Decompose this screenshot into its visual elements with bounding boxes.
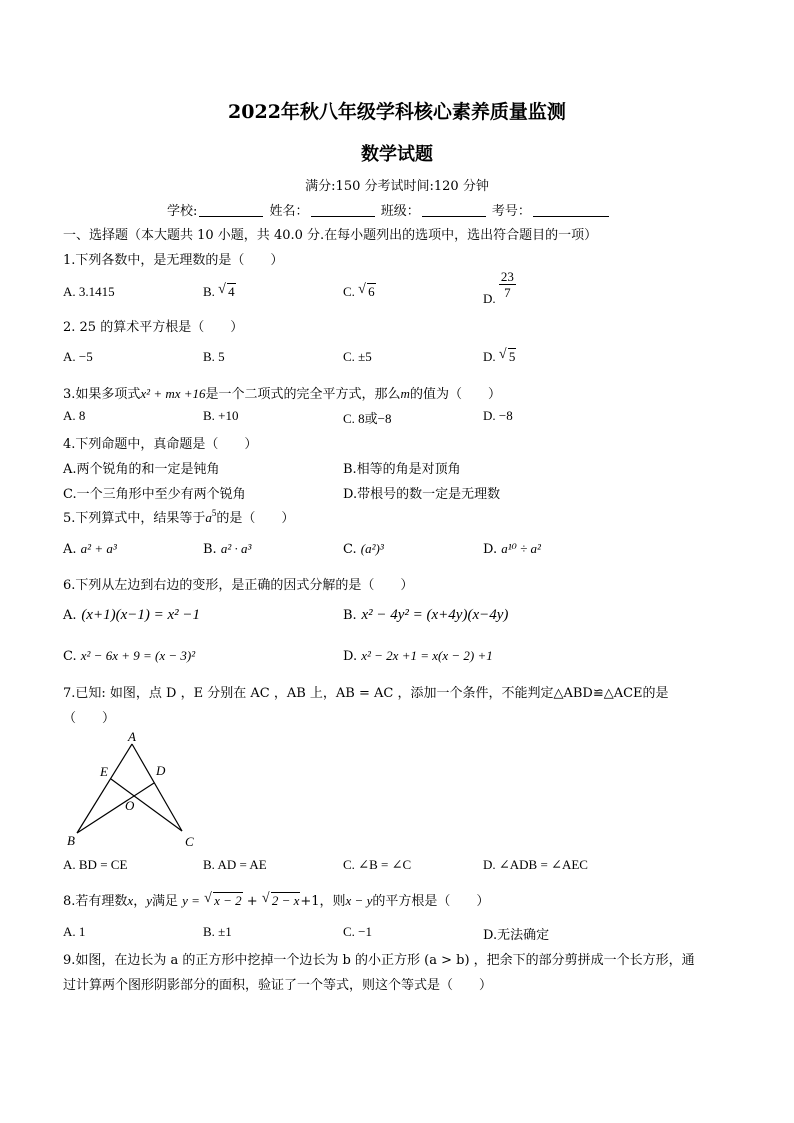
q5-stem	[63, 507, 294, 526]
sqrt-symbol	[499, 349, 517, 365]
q5-b-label: B.	[203, 542, 217, 557]
q4-option-d: D.带根号的数一定是无理数	[343, 487, 501, 502]
q8-stem-c: 的平方根是（ ）	[372, 894, 490, 909]
q7-option-c: C. ∠B = ∠C	[343, 857, 412, 872]
q2-stem: 2. 25 的算术平方根是（ ）	[63, 320, 244, 335]
q6-b-label: B.	[343, 608, 357, 623]
q8-option-b: B. ±1	[203, 924, 232, 939]
exam-no-blank	[533, 205, 609, 217]
q1-option-b	[203, 284, 236, 300]
q4-stem: 4.下列命题中，真命题是（ ）	[63, 437, 258, 452]
q8-option-a: A. 1	[63, 924, 86, 939]
q5-option-b	[203, 541, 251, 557]
sqrt-symbol	[262, 893, 301, 909]
q2-d-radicand: 5	[508, 349, 516, 364]
q3-stem	[63, 383, 501, 402]
q7-stem: 7.已知: 如图，点 D ，E 分别在 AC ，AB 上，AB = AC ，添加一个条件，不能判定△ABD≌△ACE的是	[63, 686, 669, 701]
q6-c-expr: x² − 6x + 9 = (x − 3)²	[80, 648, 196, 663]
label-c: C	[185, 834, 194, 849]
sqrt-symbol	[218, 284, 236, 300]
q3-option-d: D. −8	[483, 408, 513, 423]
q6-d-label: D.	[343, 649, 358, 664]
q5-c-label: C.	[343, 542, 357, 557]
label-b: B	[67, 833, 75, 848]
q1-c-radicand: 6	[368, 284, 375, 299]
q6-a-label: A.	[63, 608, 77, 623]
q2-option-b: B. 5	[203, 349, 225, 364]
q6-stem: 6.下列从左边到右边的变形，是正确的因式分解的是（ ）	[63, 578, 414, 593]
q5-c-expr: (a²)³	[360, 541, 384, 556]
q1-option-a: A. 3.1415	[63, 284, 115, 299]
q1-d-denominator: 7	[504, 285, 511, 300]
exam-no-label: 考号：	[491, 204, 531, 219]
q4-option-b: B.相等的角是对顶角	[343, 462, 461, 477]
q6-option-a	[63, 605, 200, 624]
q7-stem-paren: （ ）	[63, 711, 116, 726]
q8-radicand-2: 2 − x	[271, 893, 300, 908]
q1-option-c	[343, 284, 376, 300]
q4-option-c: C.一个三角形中至少有两个锐角	[63, 487, 246, 502]
q9-line-2: 过计算两个图形阴影部分的面积，验证了一个等式，则这个等式是（ ）	[63, 978, 493, 993]
page-title: 2022年秋八年级学科核心素养质量监测	[228, 101, 566, 123]
segment-bd	[77, 783, 154, 833]
q5-exponent: 5	[211, 508, 217, 518]
q8-x: x	[127, 893, 134, 908]
sqrt-symbol	[358, 284, 376, 300]
student-fields	[167, 200, 611, 219]
exam-info: 满分:150 分考试时间:120 分钟	[305, 179, 489, 194]
q3-expression: x² + mx +16	[140, 386, 206, 401]
name-blank	[311, 205, 375, 217]
q6-b-expr: x² − 4y² = (x+4y)(x−4y)	[361, 607, 509, 623]
label-d: D	[156, 763, 166, 778]
side-ac	[132, 744, 182, 831]
q5-b-expr: a² · a³	[220, 541, 252, 556]
q4-option-a: A.两个锐角的和一定是钝角	[63, 462, 220, 477]
school-label: 学校:	[167, 204, 198, 219]
q1-c-label: C.	[343, 284, 355, 299]
q8-x-minus-y: x − y	[345, 893, 373, 908]
q2-option-d	[483, 349, 516, 365]
label-o: O	[125, 798, 135, 813]
label-e: E	[100, 764, 108, 779]
q9-line-1: 9.如图，在边长为 a 的正方形中挖掉一个边长为 b 的小正方形 (a > b) ，把余下的部分剪拼成一个长方形，通	[63, 953, 695, 968]
q7-option-a: A. BD = CE	[63, 857, 128, 872]
q3-option-b: B. +10	[203, 408, 239, 423]
q5-stem-b: 的是（ ）	[216, 511, 295, 526]
q5-var: a	[205, 510, 212, 525]
section-heading: 一、选择题（本大题共 10 小题，共 40.0 分.在每小题列出的选项中，选出符合题目的一项）	[63, 228, 598, 243]
q5-stem-a: 5.下列算式中，结果等于	[63, 511, 206, 526]
page-subtitle: 数学试题	[361, 144, 433, 165]
q1-d-numerator: 23	[500, 269, 514, 284]
q6-option-c	[63, 648, 195, 664]
name-label: 姓名：	[269, 204, 309, 219]
q8-plus: +	[246, 894, 258, 909]
q8-tail: +1，则	[300, 894, 346, 909]
q2-d-label: D.	[483, 349, 496, 364]
q5-d-label: D.	[483, 542, 498, 557]
q5-a-expr: a² + a³	[80, 541, 117, 556]
q8-comma: ，	[133, 894, 147, 909]
q3-stem-c: 的值为（ ）	[409, 387, 501, 402]
q6-d-expr: x² − 2x +1 = x(x − 2) +1	[361, 648, 493, 663]
q2-option-c: C. ±5	[343, 349, 372, 364]
sqrt-symbol	[204, 893, 243, 909]
q5-option-a	[63, 541, 117, 557]
q6-option-d	[343, 648, 493, 664]
q1-option-d	[483, 269, 516, 307]
label-a: A	[128, 729, 136, 744]
q7-option-d: D. ∠ADB = ∠AEC	[483, 857, 588, 872]
q1-b-radicand: 4	[228, 284, 235, 299]
class-label: 班级：	[380, 204, 420, 219]
q1-b-label: B.	[203, 284, 215, 299]
school-blank	[199, 205, 263, 217]
q6-option-b	[343, 605, 508, 624]
q5-option-d	[483, 541, 541, 557]
q6-c-label: C.	[63, 649, 77, 664]
q1-d-label: D.	[483, 291, 496, 307]
q7-option-b: B. AD = AE	[203, 857, 267, 872]
q5-a-label: A.	[63, 542, 77, 557]
q3-variable: m	[400, 386, 410, 401]
class-blank	[422, 205, 486, 217]
q3-option-a: A. 8	[63, 408, 86, 423]
q8-stem	[63, 890, 489, 909]
q8-option-c: C. −1	[343, 924, 373, 939]
q8-stem-b: 满足	[151, 894, 178, 909]
q8-option-d: D.无法确定	[483, 928, 550, 943]
q3-stem-a: 3.如果多项式	[63, 387, 141, 402]
triangle-figure	[62, 728, 212, 853]
q3-stem-b: 是一个二项式的完全平方式，那么	[205, 387, 401, 402]
q3-option-c: C. 8或−8	[343, 411, 392, 426]
q8-stem-a: 8.若有理数	[63, 894, 128, 909]
fraction	[499, 269, 516, 300]
q5-option-c	[343, 541, 384, 557]
q8-radicand-1: x − 2	[214, 893, 242, 908]
q1-stem: 1.下列各数中，是无理数的是（ ）	[63, 253, 284, 268]
q2-option-a: A. −5	[63, 349, 93, 364]
q6-a-expr: (x+1)(x−1) = x² −1	[81, 607, 201, 623]
segment-ce	[111, 779, 182, 831]
q8-lhs: y =	[182, 893, 200, 908]
q8-y: y	[146, 893, 152, 908]
q5-d-expr: a¹⁰ ÷ a²	[501, 541, 541, 556]
